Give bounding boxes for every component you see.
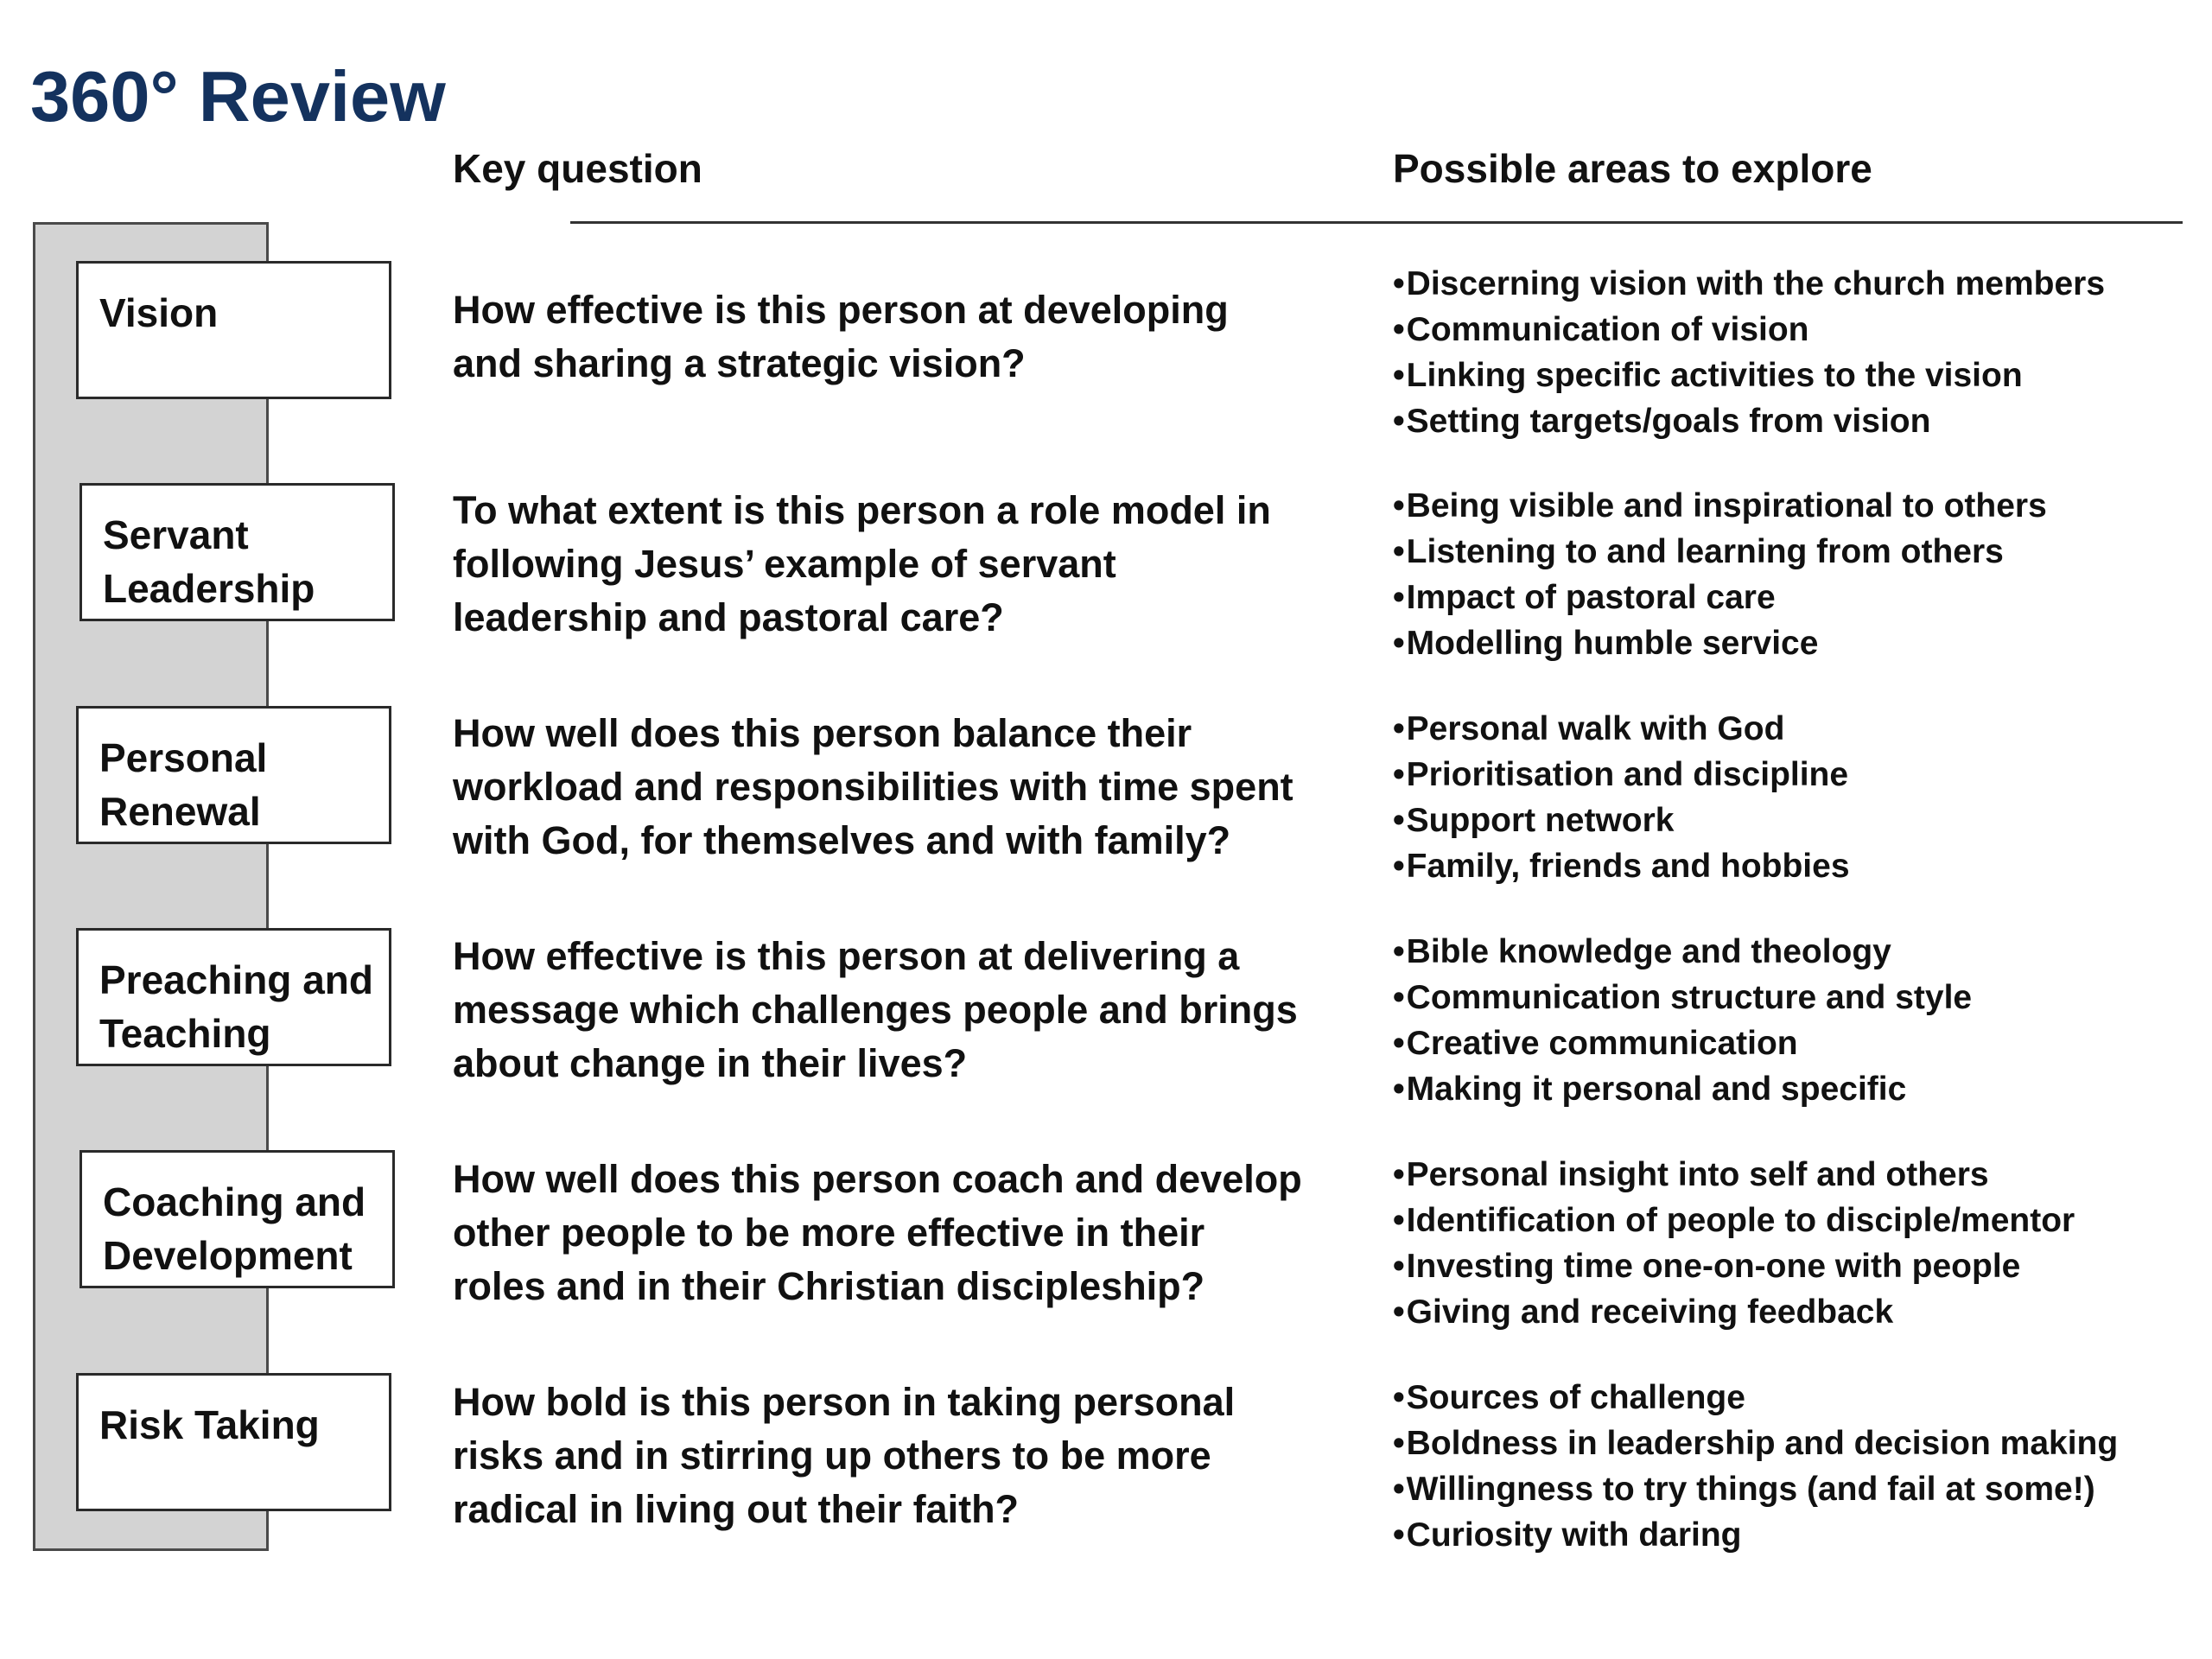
list-item: • Support network <box>1393 798 2196 843</box>
category-label: Vision <box>99 290 219 335</box>
question-line: roles and in their Christian discipleship? <box>453 1264 1205 1308</box>
question-line: workload and responsibilities with time spent <box>453 765 1294 809</box>
category-label: Development <box>103 1233 353 1278</box>
category-label: Preaching and <box>99 957 373 1002</box>
areas-list-preaching-teaching <box>1393 929 2196 1112</box>
key-question-risk-taking <box>453 1376 1351 1536</box>
question-line: about change in their lives? <box>453 1041 968 1085</box>
category-box-vision <box>76 261 391 399</box>
list-item: • Investing time one-on-one with people <box>1393 1243 2196 1289</box>
list-item: • Prioritisation and discipline <box>1393 752 2196 798</box>
question-line: How well does this person coach and develop <box>453 1157 1302 1201</box>
list-item: • Impact of pastoral care <box>1393 575 2196 620</box>
areas-list-servant-leadership <box>1393 483 2196 666</box>
question-line: To what extent is this person a role model in <box>453 488 1271 532</box>
question-line: and sharing a strategic vision? <box>453 341 1026 385</box>
list-item: • Linking specific activities to the vision <box>1393 353 2196 398</box>
category-box-coaching-development <box>79 1150 395 1288</box>
list-item: • Personal walk with God <box>1393 706 2196 752</box>
question-line: How bold is this person in taking personal <box>453 1380 1236 1424</box>
category-box-preaching-teaching <box>76 928 391 1066</box>
question-line: other people to be more effective in their <box>453 1211 1205 1255</box>
list-item: • Creative communication <box>1393 1020 2196 1066</box>
question-line: How effective is this person at developing <box>453 288 1229 332</box>
category-label: Risk Taking <box>99 1402 320 1447</box>
possible-areas-header: Possible areas to explore <box>1393 146 1872 191</box>
key-question-coaching-development <box>453 1153 1351 1313</box>
list-item: • Communication structure and style <box>1393 975 2196 1020</box>
question-line: How effective is this person at delivering a <box>453 934 1240 978</box>
category-box-risk-taking <box>76 1373 391 1511</box>
list-item: • Modelling humble service <box>1393 620 2196 666</box>
list-item: • Discerning vision with the church members <box>1393 261 2196 307</box>
areas-list-risk-taking <box>1393 1375 2196 1558</box>
header-divider <box>570 221 2183 224</box>
category-label: Renewal <box>99 789 261 834</box>
category-label: Personal <box>99 735 268 780</box>
list-item: • Giving and receiving feedback <box>1393 1289 2196 1335</box>
question-line: message which challenges people and brings <box>453 988 1298 1032</box>
list-item: • Personal insight into self and others <box>1393 1152 2196 1198</box>
areas-list-coaching-development <box>1393 1152 2196 1335</box>
category-label: Coaching and <box>103 1179 366 1224</box>
list-item: • Communication of vision <box>1393 307 2196 353</box>
page-title: 360° Review <box>30 56 446 137</box>
key-question-header: Key question <box>453 146 702 191</box>
question-line: risks and in stirring up others to be more <box>453 1433 1211 1478</box>
key-question-personal-renewal <box>453 707 1351 868</box>
question-line: radical in living out their faith? <box>453 1487 1020 1531</box>
key-question-preaching-teaching <box>453 930 1351 1090</box>
key-question-vision <box>453 283 1351 391</box>
list-item: • Willingness to try things (and fail at some!) <box>1393 1466 2196 1512</box>
category-label: Leadership <box>103 566 315 611</box>
category-label: Teaching <box>99 1011 271 1056</box>
list-item: • Listening to and learning from others <box>1393 529 2196 575</box>
question-line: How well does this person balance their <box>453 711 1192 755</box>
key-question-servant-leadership <box>453 484 1351 645</box>
list-item: • Setting targets/goals from vision <box>1393 398 2196 444</box>
list-item: • Being visible and inspirational to others <box>1393 483 2196 529</box>
list-item: • Curiosity with daring <box>1393 1512 2196 1558</box>
list-item: • Identification of people to disciple/mentor <box>1393 1198 2196 1243</box>
list-item: • Making it personal and specific <box>1393 1066 2196 1112</box>
list-item: • Boldness in leadership and decision making <box>1393 1421 2196 1466</box>
question-line: leadership and pastoral care? <box>453 595 1004 639</box>
list-item: • Sources of challenge <box>1393 1375 2196 1421</box>
question-line: following Jesus’ example of servant <box>453 542 1116 586</box>
category-box-personal-renewal <box>76 706 391 844</box>
question-line: with God, for themselves and with family? <box>453 818 1231 862</box>
category-spine <box>33 222 269 1551</box>
list-item: • Bible knowledge and theology <box>1393 929 2196 975</box>
list-item: • Family, friends and hobbies <box>1393 843 2196 889</box>
category-label: Servant <box>103 512 249 557</box>
areas-list-personal-renewal <box>1393 706 2196 889</box>
category-box-servant-leadership <box>79 483 395 621</box>
areas-list-vision <box>1393 261 2196 444</box>
